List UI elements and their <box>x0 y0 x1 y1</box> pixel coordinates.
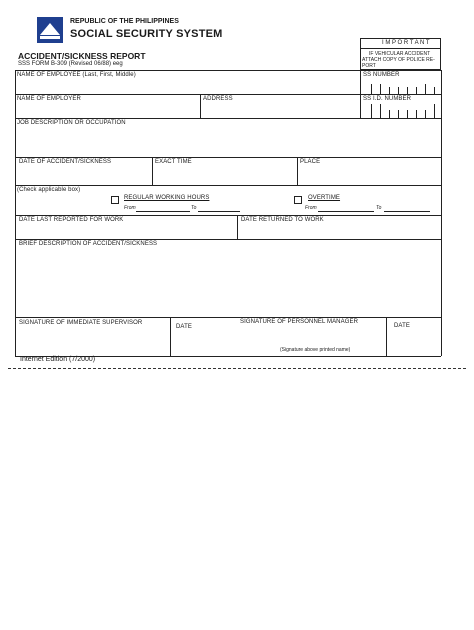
employee-name-field[interactable]: NAME OF EMPLOYEE (Last, First, Middle) <box>17 72 136 78</box>
date-returned-divider <box>237 215 238 239</box>
job-description-field[interactable]: JOB DESCRIPTION OR OCCUPATION <box>17 120 126 126</box>
ss-id-tick <box>389 110 390 118</box>
supervisor-signature-field[interactable]: SIGNATURE OF IMMEDIATE SUPERVISOR <box>19 320 143 326</box>
row7-top <box>15 239 441 240</box>
date-last-reported-field[interactable]: DATE LAST REPORTED FOR WORK <box>19 217 124 223</box>
ss-number-tick <box>380 84 381 94</box>
important-title: I M P O R T A N T <box>382 40 430 46</box>
row8-top <box>15 317 441 318</box>
regular-from-line[interactable] <box>136 211 190 212</box>
personnel-signature-field[interactable]: SIGNATURE OF PERSONNEL MANAGER <box>240 319 359 325</box>
ss-number-tick <box>434 87 435 94</box>
ss-id-number-field[interactable]: SS I.D. NUMBER <box>363 96 412 102</box>
regular-hours-label: REGULAR WORKING HOURS <box>124 195 210 201</box>
republic-label: REPUBLIC OF THE PHILIPPINES <box>70 18 179 25</box>
personnel-date-field[interactable]: DATE <box>394 323 410 329</box>
date-of-accident-field[interactable]: DATE OF ACCIDENT/SICKNESS <box>19 159 112 165</box>
address-divider <box>200 94 201 118</box>
personnel-date-divider <box>386 317 387 356</box>
agency-name: SOCIAL SECURITY SYSTEM <box>70 28 223 40</box>
important-divider <box>360 48 441 49</box>
overtime-from-line[interactable] <box>318 211 374 212</box>
ss-number-tick <box>416 87 417 94</box>
ss-number-tick <box>425 84 426 94</box>
important-line2: ATTACH COPY OF POLICE RE- <box>362 57 435 63</box>
sss-logo-icon <box>37 17 63 43</box>
exact-time-divider <box>152 157 153 185</box>
ss-number-tick <box>398 87 399 94</box>
ss-number-tick <box>371 84 372 94</box>
overtime-to-line[interactable] <box>384 211 430 212</box>
overtime-label: OVERTIME <box>308 195 341 201</box>
ss-number-tick <box>407 87 408 94</box>
row5-top <box>15 185 441 186</box>
internet-edition-label: Internet Edition (7/2000) <box>20 356 96 363</box>
brief-description-field[interactable]: BRIEF DESCRIPTION OF ACCIDENT/SICKNESS <box>19 241 158 247</box>
place-divider <box>297 157 298 185</box>
form-left-border <box>15 70 16 356</box>
regular-hours-checkbox[interactable] <box>111 196 119 204</box>
form-title: ACCIDENT/SICKNESS REPORT <box>18 51 146 61</box>
regular-to-line[interactable] <box>198 211 240 212</box>
place-field[interactable]: PLACE <box>300 159 321 165</box>
ss-id-tick <box>407 110 408 118</box>
check-applicable-label: (Check applicable box) <box>17 187 81 193</box>
ss-id-divider <box>360 94 361 118</box>
supervisor-date-divider <box>170 317 171 356</box>
regular-from-label: From <box>124 205 136 211</box>
overtime-from-label: From <box>305 205 317 211</box>
overtime-checkbox[interactable] <box>294 196 302 204</box>
exact-time-field[interactable]: EXACT TIME <box>155 159 192 165</box>
ss-id-tick <box>434 104 435 118</box>
ss-id-tick <box>380 104 381 118</box>
ss-id-tick <box>425 110 426 118</box>
employer-name-field[interactable]: NAME OF EMPLOYER <box>17 96 81 102</box>
overtime-to-label: To <box>376 205 382 211</box>
ss-id-tick <box>416 110 417 118</box>
address-field[interactable]: ADDRESS <box>203 96 233 102</box>
form-code: SSS FORM B-309 (Revised 06/88) eeg <box>18 61 123 67</box>
ss-number-tick <box>389 87 390 94</box>
row3-top <box>15 118 441 119</box>
important-line1: IF VEHICULAR ACCIDENT <box>369 51 431 57</box>
ss-id-tick <box>398 110 399 118</box>
important-line3: PORT <box>362 63 376 69</box>
date-returned-field[interactable]: DATE RETURNED TO WORK <box>241 217 324 223</box>
row2-top <box>15 94 441 95</box>
supervisor-date-field[interactable]: DATE <box>176 324 192 330</box>
ss-number-field[interactable]: SS NUMBER <box>363 72 400 78</box>
row1-top <box>15 70 441 71</box>
ss-id-tick <box>371 104 372 118</box>
ss-number-divider <box>360 70 361 94</box>
row4-top <box>15 157 441 158</box>
row6-top <box>15 215 441 216</box>
signature-note: (Signature above printed name) <box>280 347 351 353</box>
footer-cut-line <box>8 368 466 369</box>
regular-to-label: To <box>191 205 197 211</box>
form-right-border <box>441 70 442 356</box>
